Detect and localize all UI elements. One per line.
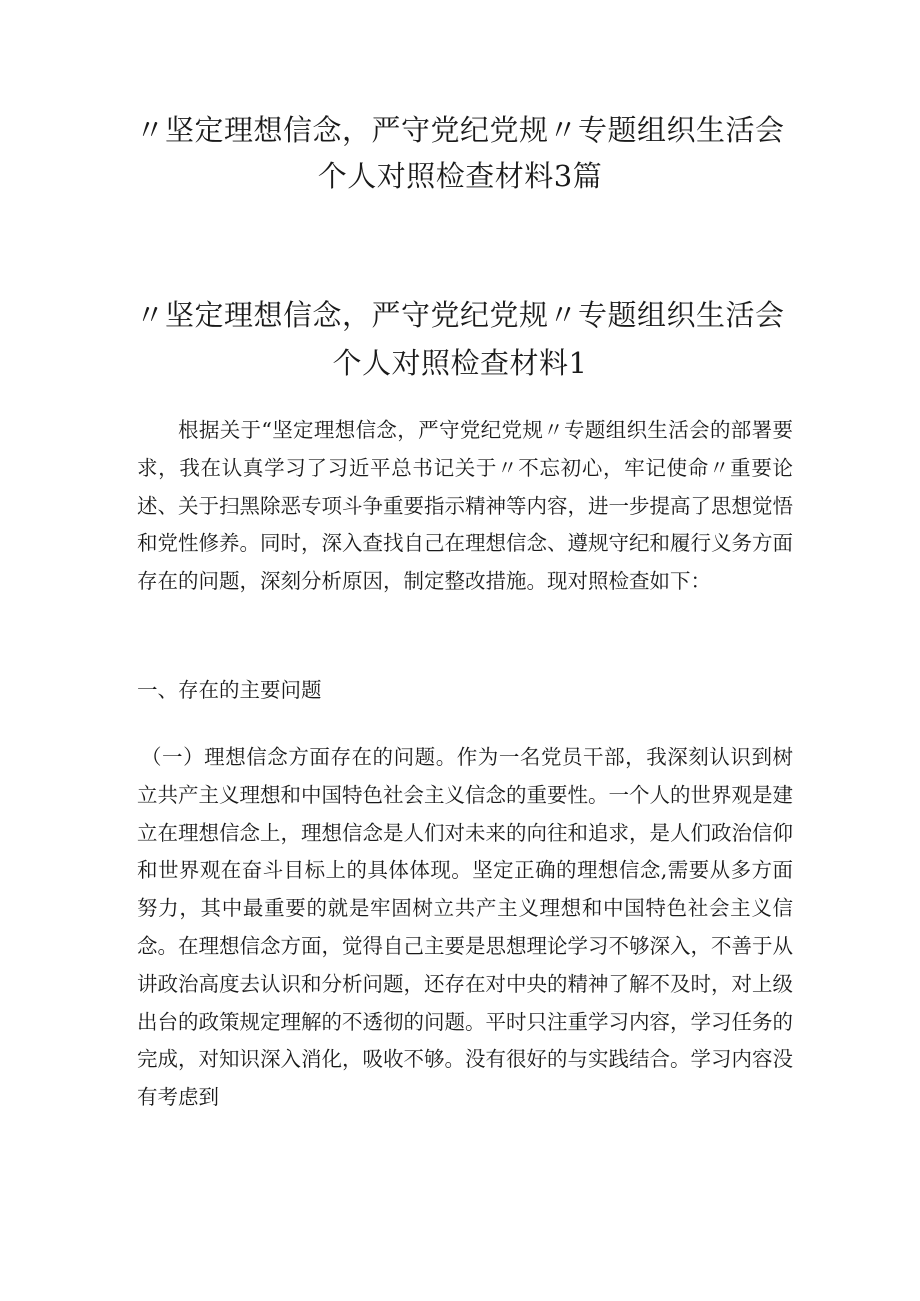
intro-paragraph: 根据关于“坚定理想信念，严守党纪党规〃专题组织生活会的部署要求，我在认真学习了习近平总书记关于〃不忘初心，牢记使命〃重要论述、关于扫黑除恶专项斗争重要指示精神等内容，进一步提高了思想觉悟和党性修养。同时，深入查找自己在理想信念、遵规守纪和履行义务方面存在的问题，深刻分析原因，制定整改措施。现对照检查如下：	[137, 418, 793, 594]
section-paragraph: （一）理想信念方面存在的问题。作为一名党员干部，我深刻认识到树立共产主义理想和中国特色社会主义信念的重要性。一个人的世界观是建立在理想信念上，理想信念是人们对未来的向往和追求，是人们政治信仰和世界观在奋斗目标上的具体体现。坚定正确的理想信念,需要从多方面努力，其中最重要的就是牢固树立共产主义理想和中国特色社会主义信念。在理想信念方面，觉得自己主要是思想理论学习不够深入，不善于从讲政治高度去认识和分析问题，还存在对中央的精神了解不及时，对上级出台的政策规定理解的不透彻的问题。平时只注重学习内容，学习任务的完成，对知识深入消化，吸收不够。没有很好的与实践结合。学习内容没有考虑到	[137, 745, 793, 1110]
sub-title-line-2: 个人对照检查材料1	[332, 346, 588, 380]
main-title-line-2: 个人对照检查材料3篇	[317, 159, 603, 193]
main-title-line-1: 〃坚定理想信念，严守党纪党规〃专题组织生活会	[135, 113, 785, 147]
section-heading: 一、存在的主要问题	[137, 678, 322, 702]
sub-title-line-1: 〃坚定理想信念，严守党纪党规〃专题组织生活会	[135, 298, 785, 332]
